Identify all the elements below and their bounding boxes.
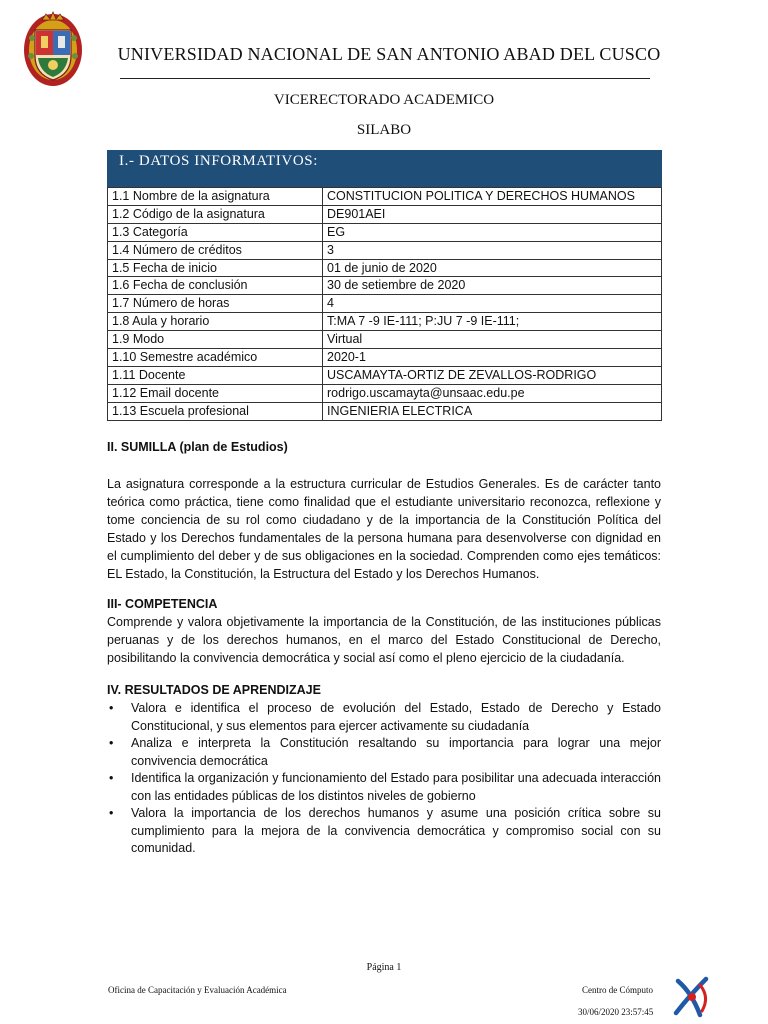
datos-row-value: CONSTITUCION POLITICA Y DERECHOS HUMANOS	[323, 188, 662, 206]
university-title	[0, 44, 768, 65]
datos-row-label: 1.6 Fecha de conclusión	[108, 277, 323, 295]
sumilla-heading: II. SUMILLA (plan de Estudios)	[107, 440, 288, 454]
resultado-text: Analiza e interpreta la Constitución resaltando su importancia para lograr una mejor convivencia democrática	[131, 736, 661, 768]
datos-row-label: 1.8 Aula y horario	[108, 313, 323, 331]
datos-row	[108, 223, 662, 241]
datos-row-value: 4	[323, 295, 662, 313]
resultado-item	[107, 770, 661, 805]
resultado-item	[107, 735, 661, 770]
title-divider	[120, 78, 650, 79]
bullet-icon: •	[109, 736, 114, 750]
datos-row-value: USCAMAYTA-ORTIZ DE ZEVALLOS-RODRIGO	[323, 366, 662, 384]
resultado-text: Valora e identifica el proceso de evolución del Estado, Estado de Derecho y Estado Constitucional, y sus elementos para ejercer activamente su ciudadanía	[131, 701, 661, 733]
sumilla-text: La asignatura corresponde a la estructura curricular de Estudios Generales. Es de carácter tanto teórica como práctica, tiene como finalidad que el estudiante universitario reconozca, reflexione y tome conciencia de su rol como ciudadano y de la importancia de la Constitución Política del Estado y los Derechos fundamentales de la persona humana para desenvolverse con dignidad en el cumplimiento del deber y de sus obligaciones en la sociedad. Comprenden como ejes temáticos: EL Estado, la Constitución, la Estructura del Estado y los Derechos Humanos.	[107, 477, 661, 581]
bullet-icon: •	[109, 771, 114, 785]
footer-office: Oficina de Capacitación y Evaluación Académica	[108, 985, 287, 995]
datos-row	[108, 313, 662, 331]
competencia-text: Comprende y valora objetivamente la importancia de la Constitución, de las instituciones públicas peruanas y de los derechos humanos, en el marco del Estado Constitucional de Derecho, posibilitando la convivencia democrática y social así como el pleno ejercicio de la ciudadanía.	[107, 615, 661, 665]
datos-row	[108, 295, 662, 313]
vicerrectorado-title: VICERECTORADO ACADEMICO	[273, 92, 495, 108]
datos-row-value: DE901AEI	[323, 205, 662, 223]
datos-row-label: 1.2 Código de la asignatura	[108, 205, 323, 223]
datos-row-value: 3	[323, 241, 662, 259]
computing-center-logo-icon	[670, 975, 714, 1021]
resultados-heading: IV. RESULTADOS DE APRENDIZAJE	[107, 683, 321, 697]
datos-row-label: 1.10 Semestre académico	[108, 349, 323, 367]
datos-row-label: 1.11 Docente	[108, 366, 323, 384]
datos-row-label: 1.9 Modo	[108, 331, 323, 349]
datos-row-value: Virtual	[323, 331, 662, 349]
datos-row	[108, 205, 662, 223]
page-number: Página 1	[366, 962, 402, 973]
document-type-title: SILABO	[356, 122, 412, 138]
datos-row-value: rodrigo.uscamayta@unsaac.edu.pe	[323, 384, 662, 402]
resultado-text: Identifica la organización y funcionamiento del Estado para posibilitar una adecuada interacción con las entidades públicas de los distintos niveles de gobierno	[131, 771, 661, 803]
datos-row-label: 1.5 Fecha de inicio	[108, 259, 323, 277]
university-name: UNIVERSIDAD NACIONAL DE SAN ANTONIO ABAD DEL CUSCO	[117, 44, 661, 64]
datos-informativos-header: I.- DATOS INFORMATIVOS:	[107, 150, 662, 187]
datos-row-value: 2020-1	[323, 349, 662, 367]
bullet-icon: •	[109, 701, 114, 715]
footer-datetime: 30/06/2020 23:57:45	[578, 1007, 654, 1017]
resultado-item	[107, 805, 661, 858]
datos-row	[108, 366, 662, 384]
datos-row-value: EG	[323, 223, 662, 241]
datos-row-label: 1.4 Número de créditos	[108, 241, 323, 259]
datos-row	[108, 384, 662, 402]
datos-row-label: 1.13 Escuela profesional	[108, 402, 323, 420]
datos-row-label: 1.1 Nombre de la asignatura	[108, 188, 323, 206]
competencia-heading: III- COMPETENCIA	[107, 597, 218, 611]
datos-informativos-table	[107, 187, 662, 421]
datos-row	[108, 277, 662, 295]
datos-row-value: 30 de setiembre de 2020	[323, 277, 662, 295]
datos-row-label: 1.12 Email docente	[108, 384, 323, 402]
datos-row	[108, 188, 662, 206]
datos-row	[108, 259, 662, 277]
bullet-icon: •	[109, 806, 114, 820]
resultado-item	[107, 700, 661, 735]
datos-row	[108, 241, 662, 259]
datos-row-value: INGENIERIA ELECTRICA	[323, 402, 662, 420]
resultado-text: Valora la importancia de los derechos humanos y asume una posición crítica sobre su cumplimiento para la mejora de la convivencia democrática y compromiso social con su comunidad.	[131, 806, 661, 855]
datos-row	[108, 349, 662, 367]
datos-row-label: 1.3 Categoría	[108, 223, 323, 241]
datos-row	[108, 402, 662, 420]
resultados-list	[107, 700, 661, 858]
datos-row-value: T:MA 7 -9 IE-111; P:JU 7 -9 IE-111;	[323, 313, 662, 331]
datos-row-value: 01 de junio de 2020	[323, 259, 662, 277]
datos-row-label: 1.7 Número de horas	[108, 295, 323, 313]
footer-centro: Centro de Cómputo	[582, 985, 653, 995]
datos-row	[108, 331, 662, 349]
